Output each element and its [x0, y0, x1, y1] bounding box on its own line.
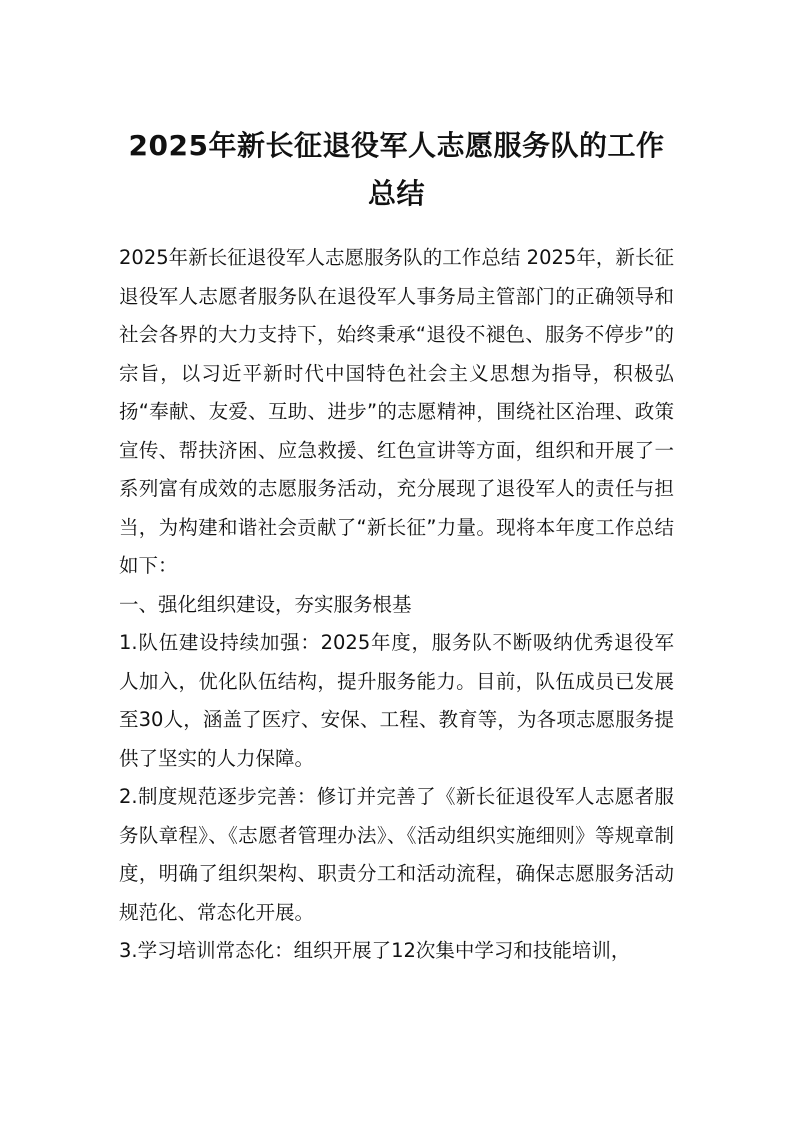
paragraph-rules: 2.制度规范逐步完善：修订并完善了《新长征退役军人志愿者服务队章程》、《志愿者管理办法》、《活动组织实施细则》等规章制度，明确了组织架构、职责分工和活动流程，确保志愿服务活动规范化、常态化开展。: [119, 785, 674, 924]
intro-paragraph: 2025年新长征退役军人志愿服务队的工作总结 2025年，新长征退役军人志愿者服务队在退役军人事务局主管部门的正确领导和社会各界的大力支持下，始终秉承“退役不褪色、服务不停步”的宗旨，以习近平新时代中国特色社会主义思想为指导，积极弘扬“奉献、友爱、互助、进步”的志愿精神，围绕社区治理、政策宣传、帮扶济困、应急救援、红色宣讲等方面，组织和开展了一系列富有成效的志愿服务活动，充分展现了退役军人的责任与担当，为构建和谐社会贡献了“新长征”力量。现将本年度工作总结如下：: [119, 246, 674, 577]
paragraph-team-building: 1.队伍建设持续加强：2025年度，服务队不断吸纳优秀退役军人加入，优化队伍结构，提升服务能力。目前，队伍成员已发展至30人，涵盖了医疗、安保、工程、教育等，为各项志愿服务提供了坚实的人力保障。: [119, 631, 674, 770]
document-body: [119, 239, 674, 971]
document-title: [119, 0, 674, 218]
section-heading: 一、强化组织建设，夯实服务根基: [119, 592, 412, 616]
title-line-1: 2025年新长征退役军人志愿服务队的工作: [128, 129, 665, 162]
paragraph-training: 3.学习培训常态化：组织开展了12次集中学习和技能培训，: [119, 939, 631, 962]
title-line-2: 总结: [367, 177, 425, 210]
